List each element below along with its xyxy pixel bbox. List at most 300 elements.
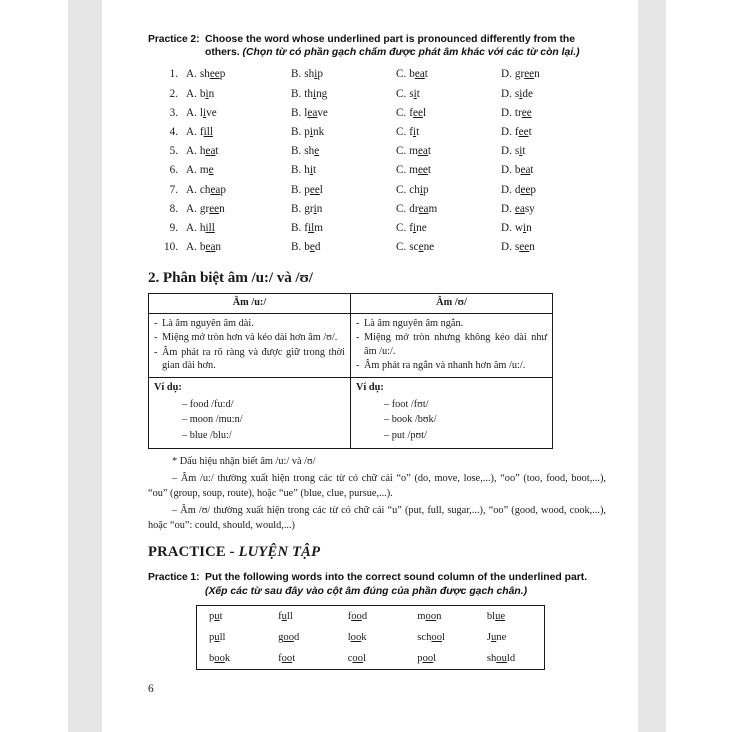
word-underlined: oo [350, 631, 362, 643]
option-a[interactable] [186, 222, 291, 234]
option-pre: b [199, 241, 206, 254]
question-number: 5. [169, 145, 178, 158]
note-star-line: * Dấu hiệu nhận biết âm /u:/ và /ʊ/ [172, 455, 316, 467]
option-post: d [314, 241, 321, 254]
option-letter: C. [396, 106, 407, 119]
word-post: d [361, 610, 368, 622]
option-letter: C. [396, 202, 407, 215]
word-post: d [293, 631, 300, 643]
option-b[interactable] [291, 184, 396, 196]
option-letter: A. [186, 68, 197, 81]
word-underlined: ue [495, 610, 506, 622]
question-number: 4. [169, 125, 178, 138]
word-pre: p [209, 610, 215, 622]
option-letter: A. [186, 87, 197, 100]
table-header-row [149, 294, 553, 313]
option-c[interactable] [396, 203, 501, 215]
practice-1-word-table-wrapper [148, 605, 606, 670]
practice-1-instruction-en: Put the following words into the correct sound column of the underlined part. [205, 572, 588, 584]
option-letter: A. [186, 202, 197, 215]
option-post: n [529, 241, 535, 254]
word-post: k [224, 652, 231, 664]
option-b[interactable] [291, 241, 396, 253]
practice-title-vi: LUYỆN TẬP [238, 544, 321, 561]
option-pre: ch [409, 183, 420, 196]
option-underlined: ea [418, 202, 429, 215]
option-c[interactable] [396, 107, 501, 119]
option-underlined: ill [203, 125, 213, 138]
option-underlined: e [309, 241, 315, 254]
option-post: l [319, 183, 323, 196]
option-underlined: i [519, 87, 523, 100]
word-pre: p [209, 631, 215, 643]
mc-question-row [148, 145, 606, 164]
word-underlined: u [214, 631, 220, 643]
option-pre: f [409, 221, 413, 234]
practice-2-label: Practice 2: [148, 34, 200, 45]
option-pre: b [514, 164, 521, 177]
option-a[interactable] [186, 241, 291, 253]
section-2-heading-prefix: 2. Phân biệt âm [148, 269, 252, 287]
option-pre: ch [199, 183, 211, 196]
word-underlined: u [491, 631, 497, 643]
word-cell[interactable] [405, 648, 475, 670]
option-post: m [428, 202, 438, 215]
option-letter: B. [291, 164, 302, 177]
bullet-item [356, 317, 547, 330]
practice-1-heading [148, 571, 606, 597]
option-pre: th [304, 87, 313, 100]
word-table-row [197, 627, 545, 648]
section-2-ipa-long: /u:/ [251, 269, 273, 287]
option-a[interactable] [186, 145, 291, 157]
option-letter: A. [186, 145, 197, 158]
option-pre: b [409, 68, 415, 81]
option-letter: D. [501, 145, 512, 158]
example-item: – book /bʊk/ [384, 414, 437, 426]
option-post: ve [206, 106, 217, 119]
option-post: t [416, 125, 420, 138]
header-ipa: /ʊ/ [454, 297, 467, 309]
option-pre: gr [199, 202, 210, 215]
option-post: p [422, 183, 429, 196]
option-underlined: i [413, 87, 417, 100]
option-post: sy [524, 202, 535, 215]
option-letter: D. [501, 164, 512, 177]
mc-question-row [148, 88, 606, 107]
word-post: l [362, 652, 366, 664]
option-underlined: ee [524, 68, 535, 81]
book-spine-shadow-left [68, 0, 102, 732]
option-pre: b [304, 241, 310, 254]
option-pre: sh [304, 145, 315, 158]
option-post: t [528, 125, 532, 138]
section-2-heading [148, 269, 606, 287]
mc-question-row [148, 126, 606, 145]
option-pre: h [199, 145, 206, 158]
practice-section-title [148, 544, 606, 561]
option-pre: m [199, 164, 209, 177]
option-c[interactable] [396, 126, 501, 138]
option-underlined: e [314, 145, 320, 158]
option-letter: C. [396, 241, 407, 254]
option-letter: C. [396, 87, 407, 100]
word-post: ll [219, 631, 226, 643]
option-post: p [219, 68, 226, 81]
option-pre: h [304, 164, 310, 177]
option-d[interactable] [501, 145, 606, 157]
option-underlined: i [309, 125, 313, 138]
option-b[interactable] [291, 107, 396, 119]
word-pre: c [347, 652, 353, 664]
option-pre: f [304, 221, 308, 234]
dash-marker: - [154, 346, 158, 358]
option-pre: f [409, 106, 413, 119]
option-letter: B. [291, 87, 302, 100]
option-underlined: ee [520, 183, 531, 196]
option-c[interactable] [396, 88, 501, 100]
option-post: t [312, 164, 317, 177]
bullet-item [356, 359, 547, 372]
option-b[interactable] [291, 222, 396, 234]
option-underlined: i [419, 183, 423, 196]
option-post: t [215, 145, 219, 158]
option-c[interactable] [396, 184, 501, 196]
practice-1-word-table [196, 605, 545, 670]
option-pre: dr [409, 202, 419, 215]
option-c[interactable] [396, 164, 501, 176]
option-a[interactable] [186, 126, 291, 138]
table-description-row [149, 313, 553, 378]
section-2-heading-mid: và [273, 269, 296, 287]
word-pre: l [347, 631, 351, 643]
option-post: p [530, 183, 537, 196]
option-letter: B. [291, 183, 302, 196]
mc-question-row [148, 68, 606, 87]
example-item: – put /pʊt/ [384, 429, 427, 441]
option-pre: f [409, 125, 413, 138]
word-underlined: ou [496, 652, 507, 664]
bullet-item [154, 317, 345, 330]
option-pre: d [514, 183, 521, 196]
question-number: 10. [164, 241, 178, 254]
word-post: l [442, 631, 445, 643]
word-pre: m [417, 610, 426, 622]
question-number: 1. [169, 68, 178, 81]
question-number: 3. [169, 106, 178, 119]
option-letter: B. [291, 68, 302, 81]
option-post: n [526, 221, 532, 234]
option-underlined: ea [205, 145, 216, 158]
option-b[interactable] [291, 68, 396, 80]
mc-question-row [148, 107, 606, 126]
option-post: t [424, 68, 428, 81]
word-cell[interactable] [266, 605, 336, 627]
table-example-row [149, 378, 553, 448]
word-underlined: oo [283, 631, 294, 643]
practice-2-heading [148, 33, 606, 59]
word-pre: sh [486, 652, 497, 664]
word-cell[interactable] [405, 627, 475, 648]
option-a[interactable] [186, 68, 291, 80]
option-b[interactable] [291, 126, 396, 138]
option-letter: A. [186, 241, 197, 254]
option-letter: B. [291, 241, 302, 254]
example-title: Ví dụ: [356, 382, 384, 394]
option-post: ne [423, 241, 435, 254]
option-pre: s [514, 145, 520, 158]
option-post: p [317, 68, 323, 81]
option-d[interactable] [501, 126, 606, 138]
option-letter: A. [186, 221, 197, 234]
option-underlined: e [418, 241, 424, 254]
practice-2-instruction-vi: (Chọn từ có phần gạch chấm được phát âm khác với các từ còn lại.) [242, 47, 580, 59]
option-a[interactable] [186, 203, 291, 215]
option-post: t [530, 164, 534, 177]
option-pre: p [304, 125, 310, 138]
option-letter: D. [501, 125, 512, 138]
option-letter: C. [396, 221, 407, 234]
header-ipa: /u:/ [251, 297, 267, 309]
recognition-notes [148, 455, 606, 534]
option-c[interactable] [396, 145, 501, 157]
option-underlined: i [313, 202, 317, 215]
header-prefix: Âm [436, 297, 455, 309]
page-number: 6 [148, 683, 154, 695]
word-pre: p [417, 652, 423, 664]
option-pre: sc [409, 241, 419, 254]
option-pre: f [514, 125, 519, 138]
mc-question-row [148, 241, 606, 260]
option-b[interactable] [291, 164, 396, 176]
word-underlined: oo [425, 610, 437, 622]
option-a[interactable] [186, 164, 291, 176]
option-d[interactable] [501, 107, 606, 119]
option-underlined: i [413, 221, 417, 234]
option-b[interactable] [291, 203, 396, 215]
option-letter: B. [291, 221, 302, 234]
word-cell[interactable] [405, 605, 475, 627]
option-letter: A. [186, 106, 197, 119]
option-d[interactable] [501, 164, 606, 176]
option-underlined: i [522, 221, 527, 234]
word-cell[interactable] [475, 605, 545, 627]
option-underlined: ee [417, 164, 428, 177]
word-pre: J [486, 631, 491, 643]
word-cell[interactable] [197, 605, 267, 627]
dash-marker: - [154, 332, 158, 344]
mc-question-row [148, 222, 606, 241]
option-pre: b [199, 87, 206, 100]
word-underlined: oo [351, 610, 362, 622]
word-pre: g [278, 631, 284, 643]
practice-2-instruction-en: Choose the word whose underlined part is pronounced differently from the others. [205, 34, 576, 59]
option-underlined: ea [210, 183, 221, 196]
sound-comparison-table [148, 293, 553, 448]
word-cell[interactable] [266, 648, 336, 670]
word-pre: bl [486, 610, 496, 622]
option-letter: C. [396, 183, 407, 196]
word-pre: f [278, 610, 282, 622]
option-underlined: ee [519, 241, 530, 254]
option-pre: f [199, 125, 204, 138]
word-cell[interactable] [475, 627, 545, 648]
option-d[interactable] [501, 68, 606, 80]
option-post: p [220, 183, 226, 196]
option-underlined: i [309, 164, 313, 177]
option-letter: B. [291, 202, 302, 215]
option-pre: l [304, 106, 308, 119]
word-post: t [292, 652, 296, 664]
word-cell[interactable] [475, 648, 545, 670]
word-cell[interactable] [336, 605, 406, 627]
option-d[interactable] [501, 184, 606, 196]
option-c[interactable] [396, 68, 501, 80]
option-d[interactable] [501, 203, 606, 215]
word-cell[interactable] [197, 648, 267, 670]
option-post: n [219, 202, 225, 215]
example-item: – moon /mu:n/ [182, 414, 243, 426]
option-a[interactable] [186, 107, 291, 119]
option-pre: w [514, 221, 523, 234]
option-pre: gr [514, 68, 525, 81]
header-prefix: Âm [232, 297, 252, 309]
word-underlined: oo [431, 631, 442, 643]
option-underlined: i [203, 106, 207, 119]
word-cell[interactable] [266, 627, 336, 648]
option-letter: D. [501, 87, 512, 100]
option-letter: B. [291, 125, 302, 138]
word-pre: f [278, 652, 282, 664]
option-letter: D. [501, 202, 512, 215]
option-underlined: i [314, 68, 318, 81]
question-number: 7. [169, 183, 178, 196]
option-underlined: ea [417, 145, 428, 158]
question-number: 8. [169, 202, 178, 215]
description-cell-long-u [149, 313, 351, 378]
word-table-row [197, 648, 545, 670]
page-content [148, 33, 606, 670]
option-underlined: il [308, 221, 315, 234]
option-pre: p [304, 183, 310, 196]
word-table-row [197, 605, 545, 627]
option-underlined: i [312, 87, 317, 100]
option-post: n [208, 87, 215, 100]
bullet-text: Âm phát ra ngắn và nhanh hơn âm /u:/. [364, 359, 526, 371]
textbook-page [102, 0, 638, 732]
column-header-long-u [149, 294, 351, 313]
option-d[interactable] [501, 241, 606, 253]
bullet-text: Là âm nguyên âm ngắn. [364, 317, 464, 329]
option-underlined: i [413, 125, 417, 138]
bullet-text: Miệng mở tròn nhưng không kéo dài như âm /u:/. [364, 332, 547, 357]
mc-question-row [148, 203, 606, 222]
word-post: ne [496, 631, 507, 643]
option-underlined: ee [209, 202, 220, 215]
bullet-item [154, 346, 345, 373]
word-post: l [433, 652, 437, 664]
note-paragraph-short-u: – Âm /ʊ/ thường xuất hiện trong các từ có chữ cái “u” (put, full, sugar,...), “oo” (good, wood, cook,...), hoặc “ou”: could, should, would,...) [148, 505, 606, 531]
option-pre: gr [304, 202, 314, 215]
option-pre: m [409, 145, 418, 158]
question-number: 2. [169, 87, 178, 100]
option-post: t [416, 87, 420, 100]
practice-2-instruction [205, 33, 606, 59]
word-post: n [436, 610, 442, 622]
word-post: ll [286, 610, 293, 622]
practice-1-instruction-vi: (Xếp các từ sau đây vào cột âm đúng của phần được gạch chân.) [205, 585, 528, 597]
option-underlined: ee [309, 183, 320, 196]
example-cell-short-u [351, 378, 553, 448]
option-underlined: i [519, 145, 523, 158]
word-underlined: oo [422, 652, 434, 664]
option-letter: D. [501, 106, 512, 119]
option-d[interactable] [501, 222, 606, 234]
option-letter: A. [186, 183, 197, 196]
option-pre: m [409, 164, 418, 177]
option-letter: C. [396, 68, 407, 81]
bullet-text: Miệng mở tròn hơn và kéo dài hơn âm /ʊ/. [162, 332, 338, 344]
word-cell[interactable] [336, 648, 406, 670]
note-paragraph-long-u: – Âm /u:/ thường xuất hiện trong các từ có chữ cái “o” (do, move, lose,...), “oo” (too, food, boot,...), “ou” (group, soup, route), hoặc “ue” (blue, clue, pursue,...). [148, 473, 606, 499]
example-title: Ví dụ: [154, 382, 182, 394]
word-underlined: u [281, 610, 287, 622]
option-a[interactable] [186, 184, 291, 196]
option-pre: s [514, 241, 520, 254]
section-2-ipa-short: /ʊ/ [295, 269, 313, 287]
example-item: – food /fu:d/ [182, 398, 234, 410]
option-underlined: ill [205, 221, 215, 234]
option-underlined: ea [520, 164, 531, 177]
word-pre: f [347, 610, 352, 622]
option-letter: B. [291, 145, 302, 158]
option-letter: D. [501, 221, 512, 234]
option-underlined: ea [205, 241, 216, 254]
option-pre: tr [514, 106, 522, 119]
option-post: n [215, 241, 222, 254]
option-underlined: ee [518, 125, 529, 138]
mc-question-row [148, 164, 606, 183]
option-post: n [534, 68, 540, 81]
word-cell[interactable] [336, 627, 406, 648]
option-letter: D. [501, 183, 512, 196]
practice-1-instruction [205, 571, 606, 597]
word-post: k [361, 631, 367, 643]
option-post: t [427, 145, 432, 158]
option-pre: s [514, 87, 520, 100]
option-a[interactable] [186, 88, 291, 100]
word-post: ld [506, 652, 516, 664]
option-d[interactable] [501, 88, 606, 100]
option-post: ne [416, 221, 427, 234]
option-letter: D. [501, 68, 512, 81]
option-b[interactable] [291, 145, 396, 157]
option-letter: C. [396, 145, 407, 158]
option-underlined: ee [413, 106, 423, 119]
word-underlined: oo [281, 652, 293, 664]
option-c[interactable] [396, 241, 501, 253]
option-c[interactable] [396, 222, 501, 234]
example-cell-long-u [149, 378, 351, 448]
option-post: nk [312, 125, 325, 138]
book-spine-shadow-right [638, 0, 666, 732]
option-post: m [314, 221, 323, 234]
option-underlined: i [205, 87, 209, 100]
practice-2-question-list [148, 68, 606, 260]
word-cell[interactable] [197, 627, 267, 648]
option-b[interactable] [291, 88, 396, 100]
option-underlined: ea [414, 68, 425, 81]
